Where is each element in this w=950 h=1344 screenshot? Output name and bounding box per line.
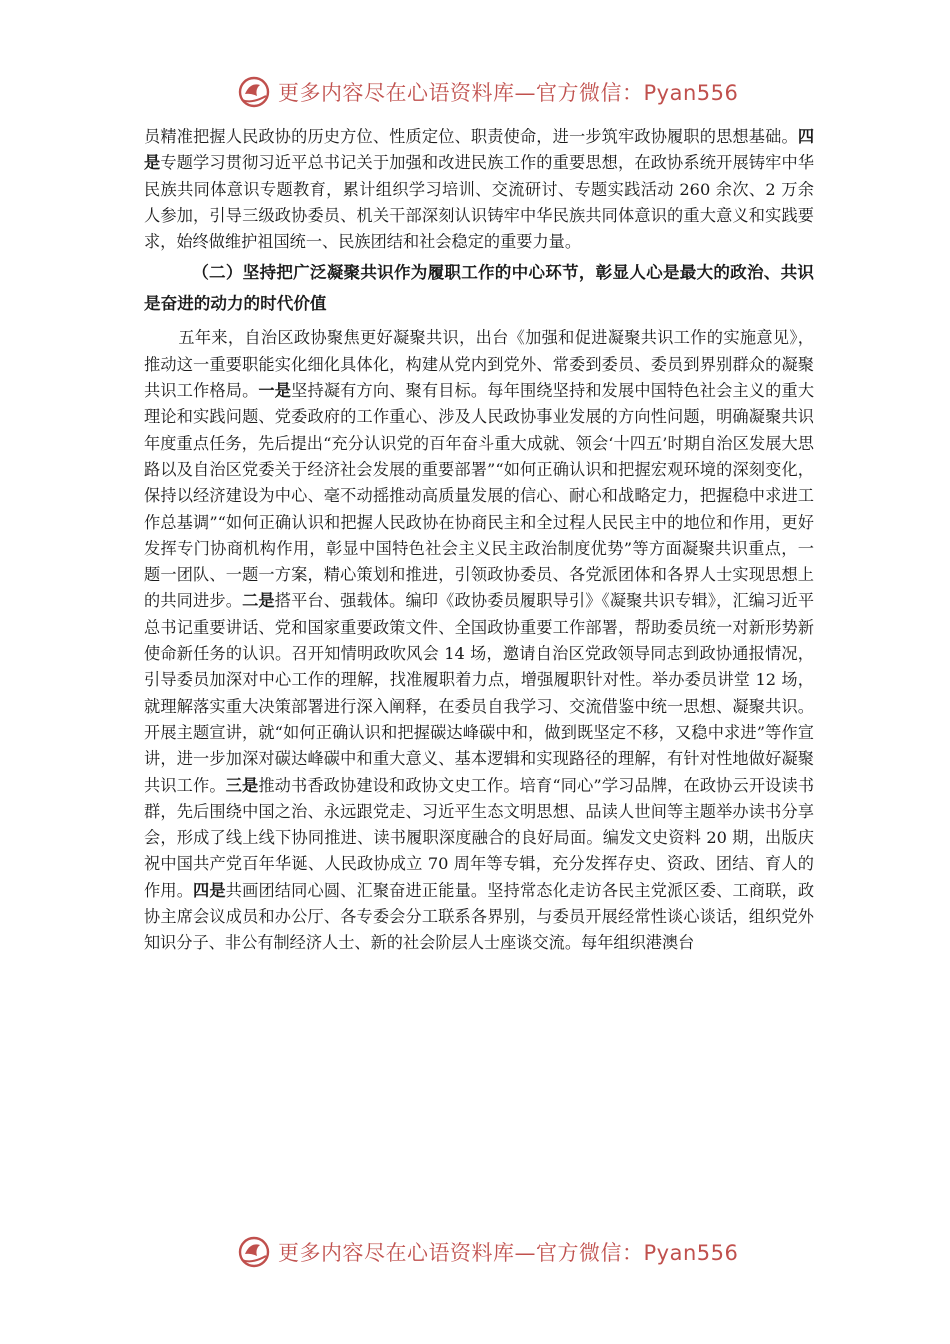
document-body <box>144 124 814 957</box>
heading-text: （二）坚持把广泛凝聚共识作为履职工作的中心环节，彰显人心是最大的政治、共识是奋进的动力的时代价值 <box>144 263 814 314</box>
text-run: 员精准把握人民政协的历史方位、性质定位、职责使命，进一步筑牢政协履职的思想基础。 <box>144 127 798 146</box>
watermark-header <box>236 72 756 112</box>
section-heading <box>144 257 814 319</box>
text-run: 搭平台、强载体。编印《政协委员履职导引》《凝聚共识专辑》，汇编习近平总书记重要讲话、党和国家重要政策文件、全国政协重要工作部署，帮助委员统一对新形势新使命新任务的认识。召开知情明政吹风会 14 场，邀请自治区党政领导同志到政协通报情况，引导委员加深对中心工作的理解，找准履职着力点，增强履职针对性。举办委员讲堂 12 场，就理解落实重大决策部署进行深入阐释，在委员自我学习、交流借鉴中统一思想、凝聚共识。开展主题宣讲，就“如何正确认识和把握碳达峰碳中和，做到既坚定不移，又稳中求进”等作宣讲，进一步加深对碳达峰碳中和重大意义、基本逻辑和实现路径的理解，有针对性地做好凝聚共识工作。 <box>144 591 815 795</box>
text-run: 专题学习贯彻习近平总书记关于加强和改进民族工作的重要思想，在政协系统开展铸牢中华民族共同体意识专题教育，累计组织学习培训、交流研讨、专题实践活动 260 余次、2 万余人参加，引导三级政协委员、机关干部深刻认识铸牢中华民族共同体意识的重大意义和实践要求，始终做维护祖国统一、民族团结和社会稳定的重要力量。 <box>144 153 815 252</box>
text-run: 共画团结同心圆、汇聚奋进正能量。坚持常态化走访各民主党派区委、工商联，政协主席会议成员和办公厅、各专委会分工联系各界别，与委员开展经常性谈心谈话，组织党外知识分子、非公有制经济人士、新的社会阶层人士座谈交流。每年组织港澳台 <box>144 880 815 953</box>
watermark-footer <box>236 1232 756 1272</box>
text-run: 五年来，自治区政协聚焦更好凝聚共识，出台《加强和促进凝聚共识工作的实施意见》，推动这一重要职能实化细化具体化，构建从党内到党外、常委到委员、委员到界别群众的凝聚共识工作格局。 <box>144 328 814 401</box>
paragraph <box>144 325 814 956</box>
keyword: 四是 <box>193 880 226 900</box>
keyword: 三是 <box>225 775 259 795</box>
watermark-text: 更多内容尽在心语资料库—官方微信：Pyan556 <box>278 1241 739 1265</box>
watermark-text: 更多内容尽在心语资料库—官方微信：Pyan556 <box>278 81 739 105</box>
paragraph <box>144 124 814 255</box>
text-run: 推动书香政协建设和政协文史工作。培育“同心”学习品牌，在政协云开设读书群，先后围绕中国之治、永远跟党走、习近平生态文明思想、品读人世间等主题举办读书分享会，形成了线上线下协同推进、读书履职深度融合的良好局面。编发文史资料 20 期，出版庆祝中国共产党百年华诞、人民政协成立 70 周年等专辑，充分发挥存史、资政、团结、育人的作用。 <box>144 775 815 900</box>
keyword: 四是 <box>144 127 814 173</box>
brand-logo-icon <box>236 1234 272 1270</box>
brand-logo-icon <box>236 74 272 110</box>
keyword: 一是 <box>258 381 292 401</box>
keyword: 二是 <box>242 591 275 611</box>
text-run: 坚持凝有方向、聚有目标。每年围绕坚持和发展中国特色社会主义的重大理论和实践问题、党委政府的工作重心、涉及人民政协事业发展的方向性问题，明确凝聚共识年度重点任务，先后提出“充分认识党的百年奋斗重大成就、领会‘十四五’时期自治区发展大思路以及自治区党委关于经济社会发展的重要部署”“如何正确认识和把握宏观环境的深刻变化，保持以经济建设为中心、毫不动摇推动高质量发展的信心、耐心和战略定力，把握稳中求进工作总基调”“如何正确认识和把握人民政协在协商民主和全过程人民民主中的地位和作用，更好发挥专门协商机构作用，彰显中国特色社会主义民主政治制度优势”等方面凝聚共识重点，一题一团队、一题一方案，精心策划和推进，引领政协委员、各党派团体和各界人士实现思想上的共同进步。 <box>144 381 815 611</box>
